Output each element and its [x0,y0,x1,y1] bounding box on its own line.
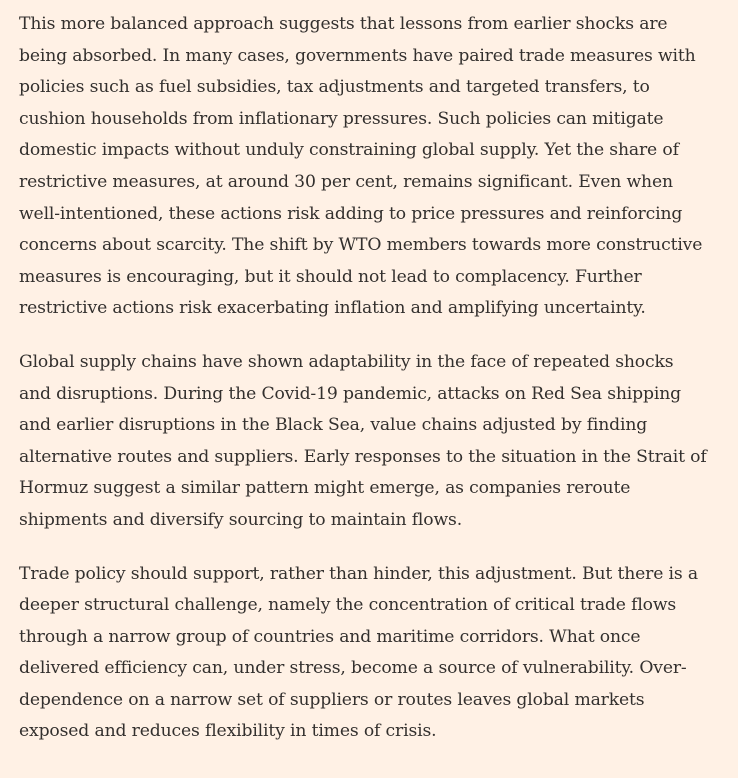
text-line: restrictive actions risk exacerbating inflation and amplifying uncertainty. [19,298,646,319]
text-line: Global supply chains have shown adaptability in the face of repeated shocks [19,351,674,372]
text-line: exposed and reduces flexibility in times of crisis. [19,721,437,742]
text-line: restrictive measures, at around 30 per cent, remains significant. Even when [19,171,673,192]
paragraph-balanced-approach [19,9,728,325]
text-line: deeper structural challenge, namely the concentration of critical trade flows [19,595,677,616]
text-line: policies such as fuel subsidies, tax adjustments and targeted transfers, to [19,77,650,98]
text-line: This more balanced approach suggests that lessons from earlier shocks are [19,14,668,34]
paragraph-trade-policy [19,559,728,749]
text-line: alternative routes and suppliers. Early responses to the situation in the Strait of [19,446,707,467]
text-line: through a narrow group of countries and maritime corridors. What once [19,626,641,647]
text-line: Trade policy should support, rather than hinder, this adjustment. But there is a [19,563,698,584]
text-line: measures is encouraging, but it should not lead to complacency. Further [19,266,642,287]
text-line: well-intentioned, these actions risk adding to price pressures and reinforcing [19,203,683,224]
text-line: dependence on a narrow set of suppliers or routes leaves global markets [19,689,645,710]
text-line: domestic impacts without unduly constraining global supply. Yet the share of [19,140,679,161]
text-line: being absorbed. In many cases, governments have paired trade measures with [19,45,696,66]
text-line: Hormuz suggest a similar pattern might emerge, as companies reroute [19,478,631,499]
text-line: concerns about scarcity. The shift by WTO members towards more constructive [19,235,703,256]
text-line: and earlier disruptions in the Black Sea, value chains adjusted by finding [19,415,648,436]
text-line: cushion households from inflationary pressures. Such policies can mitigate [19,108,664,129]
text-line: shipments and diversify sourcing to maintain flows. [19,509,463,530]
text-line: delivered efficiency can, under stress, become a source of vulnerability. Over- [19,658,687,679]
text-line: and disruptions. During the Covid-19 pandemic, attacks on Red Sea shipping [19,383,681,404]
paragraph-supply-chains [19,347,728,537]
